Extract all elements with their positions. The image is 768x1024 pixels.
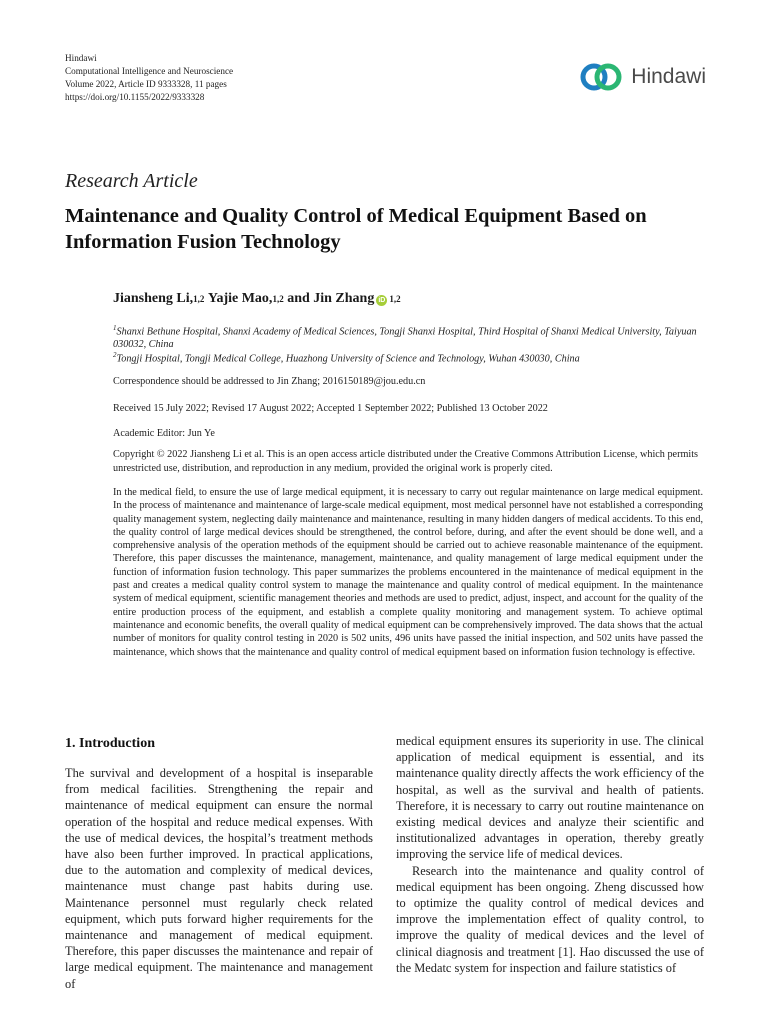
journal-header: [65, 52, 233, 104]
left-column: [65, 765, 373, 992]
publication-dates: Received 15 July 2022; Revised 17 August 2022; Accepted 1 September 2022; Published 13 October 2022: [113, 403, 548, 414]
hindawi-rings-icon: [579, 62, 623, 92]
logo-text: Hindawi: [631, 65, 706, 88]
academic-editor: Academic Editor: Jun Ye: [113, 428, 215, 439]
section-heading: 1. Introduction: [65, 736, 155, 751]
abstract: In the medical field, to ensure the use of large medical equipment, it is necessary to carry out regular maintenance on large medical equipment. In the process of maintenance and maintenance of large-scale medical equipment, most medical personnel have not established a corresponding quality management system, neglecting daily maintenance and maintenance, resulting in many hidden dangers of medical accidents. To this end, the quality control of large medical devices should be strengthened, the control before, during, and after the event should be done well, and a comprehensive analysis of the operation methods of the equipment should be carried out to achieve reasonable maintenance of the equipment. Therefore, this paper discusses the maintenance, management, maintenance, and quality management of large medical equipment under the function of information fusion technology. This paper summarizes the problems encountered in the maintenance of medical equipment in the past and creates a medical quality control system to manage the maintenance and quality control of medical equipment. In the maintenance system of medical equipment, scientific management theories and methods are used to predict, adjust, inspect, and account for the quality of the entire production process of the equipment, and establish a complete quality monitoring and management system. To achieve optimal maintenance and economic benefits, the overall quality of medical equipment can be comprehensively improved. The data shows that the actual number of monitors for quality control testing in 2020 is 502 units, 496 units have passed the initial inspection, and 502 units have passed the maintenance, which shows that the maintenance and quality control of medical equipment based on information fusion technology is effective.: [113, 487, 703, 658]
article-type: Research Article: [65, 170, 198, 192]
affiliation-number: 1: [113, 324, 117, 332]
affiliation-number: 2: [113, 351, 117, 359]
affiliation-2: [113, 349, 713, 365]
publisher-name: Hindawi: [65, 53, 97, 63]
author-name[interactable]: Yajie Mao,: [207, 291, 273, 306]
author-name[interactable]: and Jin Zhang: [287, 291, 375, 306]
orcid-icon[interactable]: iD: [378, 297, 386, 304]
paragraph: The survival and development of a hospital is inseparable from medical facilities. Strengthening the repair and maintenance of medical equipment can ensure the normal operation of the hospital and reduce medical expenses. With the use of medical devices, the hospital’s treatment methods have also been further improved. In practical applications, due to the automation and complexity of medical devices, maintenance must change past habits during use. Maintenance personnel must regularly check related equipment, which puts forward higher requirements for the maintenance and management of medical equipment. Therefore, this paper discusses the maintenance and repair of large medical equipment. The maintenance and management of: [65, 766, 373, 991]
paragraph: medical equipment ensures its superiority in use. The clinical application of medical equipment is essential, and its maintenance quality directly affects the work efficiency of the hospital, as well as the survival and health of patients. Therefore, it is necessary to carry out routine maintenance on existing medical devices and analyze their scientific and institutionalized advantages in operation, thereby greatly improving the service life of medical devices.: [396, 734, 704, 862]
author-list: [113, 291, 401, 307]
affiliation-text: Tongji Hospital, Tongji Medical College, Huazhong University of Science and Technology, Wuhan 430030, China: [116, 353, 580, 365]
affiliation-1: [113, 322, 713, 351]
article-title: Maintenance and Quality Control of Medical Equipment Based on Information Fusion Technology: [65, 205, 647, 253]
volume-info: Volume 2022, Article ID 9333328, 11 pages: [65, 79, 227, 89]
author-affiliation-mark: 1,2: [193, 294, 205, 304]
paragraph: Research into the maintenance and quality control of medical equipment has been ongoing. Zheng discussed how to optimize the quality control of medical devices and improve the implementation effect of quality control, to improve the quality of medical devices and the level of clinical diagnosis and treatment [1]. Hao discussed the use of the Medatc system for inspection and failure statistics of: [396, 863, 704, 975]
author-name[interactable]: Jiansheng Li,: [113, 291, 194, 306]
journal-name: Computational Intelligence and Neuroscience: [65, 66, 234, 76]
right-column: [396, 733, 704, 976]
author-affiliation-mark: 1,2: [389, 294, 401, 304]
doi-link[interactable]: https://doi.org/10.1155/2022/9333328: [65, 92, 205, 102]
affiliation-text: Shanxi Bethune Hospital, Shanxi Academy of Medical Sciences, Tongji Shanxi Hospital, Third Hospital of Shanxi Medical University, Taiyuan 030032, China: [113, 326, 697, 351]
author-affiliation-mark: 1,2: [272, 294, 284, 304]
correspondence: Correspondence should be addressed to Jin Zhang; 2016150189@jou.edu.cn: [113, 376, 426, 387]
copyright-notice: Copyright © 2022 Jiansheng Li et al. This is an open access article distributed under the Creative Commons Attribution License, which permits unrestricted use, distribution, and reproduction in any medium, provided the original work is properly cited.: [113, 449, 699, 474]
hindawi-logo: [579, 62, 706, 92]
